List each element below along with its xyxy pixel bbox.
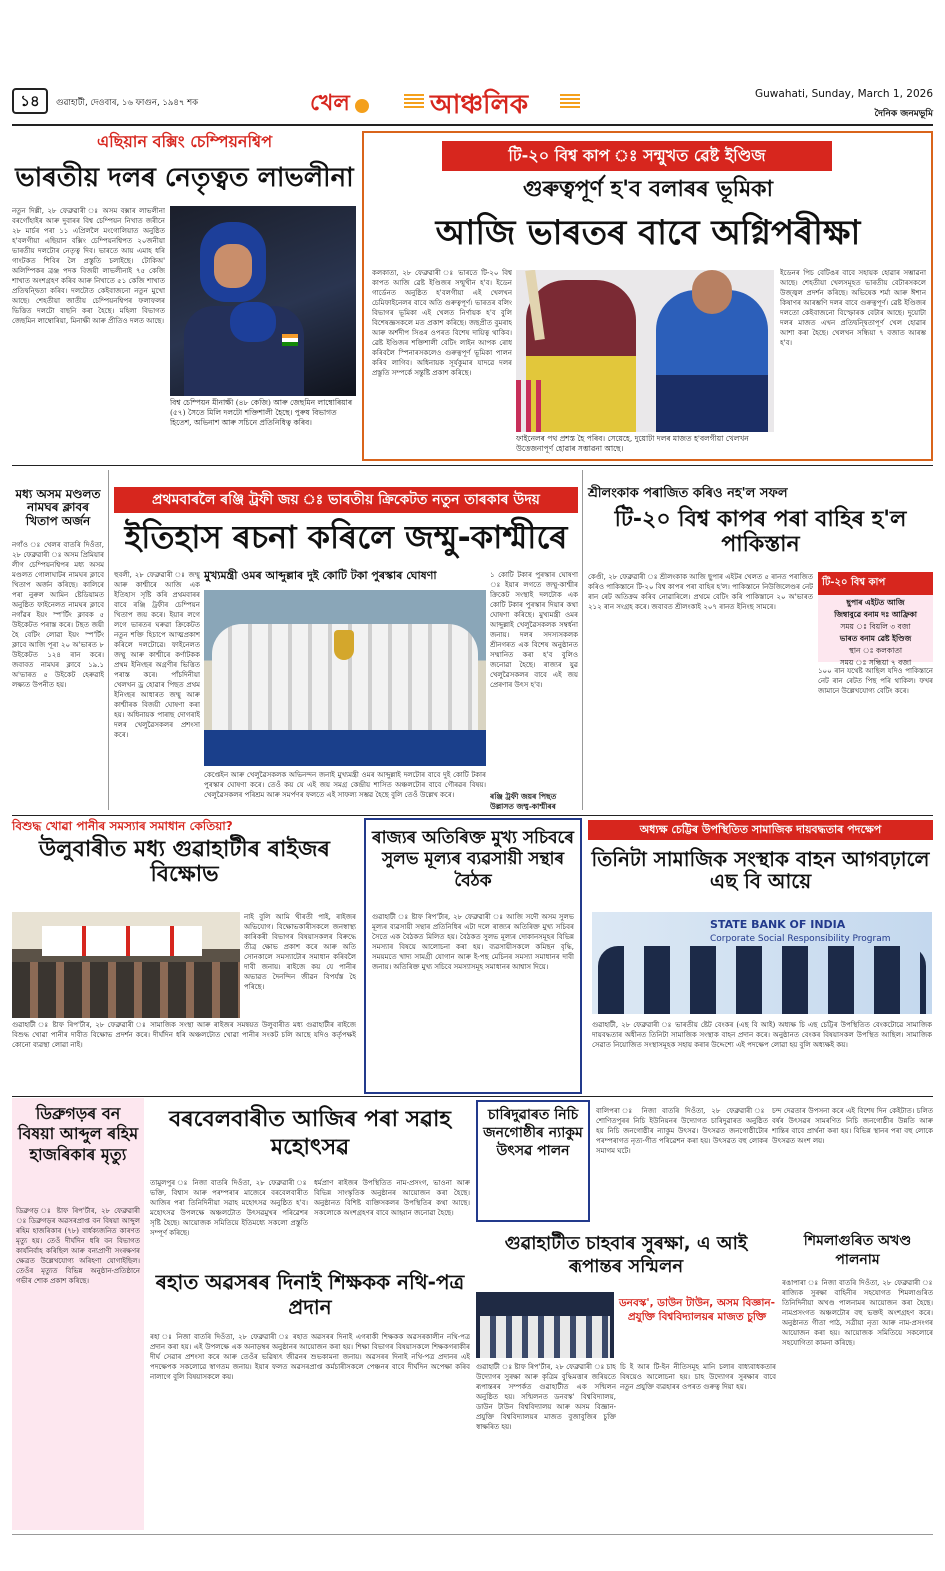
schedule-line-5: সময় ঃ সন্ধিয়া ৭ বজা bbox=[839, 658, 912, 667]
ranji-subhead: মুখ্যমন্ত্ৰী ওমৰ আব্দুল্লাৰ দুই কোটি টকা পুৰস্কাৰ ঘোষণা bbox=[204, 569, 437, 582]
schedule-line-1: জিম্বাবুৱে বনাম দঃ আফ্ৰিকা bbox=[834, 610, 917, 619]
date-assamese: গুৱাহাটী, দেওবাৰ, ১৬ ফাগুন, ১৯৪৭ শক bbox=[56, 98, 199, 108]
masthead-stripes-left bbox=[404, 94, 424, 108]
trophy-icon bbox=[334, 630, 354, 660]
schedule-line-2: সময় ঃ বিয়লি ৩ বজা bbox=[840, 622, 911, 631]
boxer-face bbox=[214, 244, 252, 288]
ranji-photo bbox=[204, 590, 486, 766]
shimla-body: ৰঙাপাৰা ঃ নিজা বাতৰি দিওঁতা, ২৮ ফেব্ৰুৱাৰী ঃ ৰাজ্যিক সুৰক্ষা বাহিনীৰ সহযোগত শিমলাগুৰিত তিনিদিনীয়া অখণ্ড পালনামৰ আয়োজন কৰা হৈছে। নামপ্ৰসংগত অঞ্চলটোৰ বহু ভক্তই অংশগ্ৰহণ কৰে। অনুষ্ঠানত গীতা পাঠ, সত্ৰীয়া নৃত্য আৰু নাম-প্ৰসংগৰ আয়োজন কৰা হয়। আয়োজক সমিতিয়ে সকলোৰে সহযোগিতা কামনা কৰিছে। bbox=[782, 1279, 933, 1347]
page-bottom-rule bbox=[12, 1534, 933, 1535]
pakistan-body: কেণ্ডী, ২৮ ফেব্ৰুৱাৰী ঃ শ্ৰীলংকাক আজি ছুপাৰ এইটৰ খেলত ৫ ৰানত পৰাজিত কৰিও পাকিস্তানে টি-২০ বিশ্ব কাপৰ পৰা বাহিৰ হ'ল। পাকিস্তানে নিউজিলেণ্ডৰ নেট ৰান ৰেট অতিক্ৰম কৰিব নোৱাৰিলে। প্ৰথমে বেটিং কৰি পাকিস্তানে ২০ অ'ভাৰত ২১২ ৰান সংগ্ৰহ কৰে। জবাবত শ্ৰীলংকাই ২০৭ ৰানত ইনিংছ সামৰে। bbox=[588, 573, 813, 611]
barbelbari-body-2: ধৰ্মপ্ৰাণ ৰাইজৰ উপস্থিতিত নাম-প্ৰসংগ, ভাওনা আৰু বিভিন্ন সাংস্কৃতিক অনুষ্ঠানৰ আয়োজন কৰা হৈছে। অনুষ্ঠানত বিশিষ্ট ব্যক্তিসকলৰ উপস্থিতিৰ কথা আছে। সকলোকে অংশগ্ৰহণৰ বাবে আহ্বান জনোৱা হৈছে। bbox=[314, 1179, 470, 1217]
date-english: Guwahati, Sunday, March 1, 2026 bbox=[755, 88, 933, 100]
schedule-line-4: স্থান ঃ কলকাতা bbox=[848, 646, 903, 655]
pakistan-kicker: শ্ৰীলংকাক পৰাজিত কৰিও নহ'ল সফল bbox=[588, 486, 788, 501]
boxing-caption: বিশ্ব চেম্পিয়ন মীনাক্ষী (৪৮ কেজি) আৰু জেছমিন লাম্বোৰিয়াৰ (৫৭) সৈতে মিলি দলটো শক্তিশালী হৈছে। পুৰুষ বিভাগত হিতেশ, অভিনাশ আৰু সচিনে প্ৰতিনিধিত্ব কৰিব। bbox=[170, 398, 353, 427]
ranji-kicker: প্ৰথমবাৰলৈ ৰঞ্জি ট্ৰফী জয় ঃ ভাৰতীয় ক্ৰিকেটত নতুন তাৰকাৰ উদয় bbox=[114, 487, 578, 513]
paper-name: দৈনিক জনমভূমি bbox=[874, 109, 933, 119]
protest-placards bbox=[42, 926, 202, 956]
stumps-icon bbox=[516, 380, 546, 432]
chief-secretary-headline: ৰাজ্যৰ অতিৰিক্ত মুখ্য সচিবৰে সুলভ মূল্যৰ ব্যৱসায়ী সন্থাৰ বৈঠক bbox=[372, 828, 574, 891]
water-headline: উলুবাৰীত মধ্য গুৱাহাটীৰ ৰাইজৰ বিক্ষোভ bbox=[39, 837, 330, 887]
sbi-banner-sub: Corporate Social Responsibility Program bbox=[710, 934, 891, 944]
sbi-photo bbox=[592, 912, 932, 1014]
boxing-body: নতুন দিল্লী, ২৮ ফেব্ৰুৱাৰী ঃ অসম বক্সাৰ লাভলীনা বৰগোঁহাইৰ আৰু দুবাৰৰ বিশ্ব চেম্পিয়ন নিখাত জৰীনে ২৮ মাৰ্চৰ পৰা ১১ এপ্ৰিললৈ মংগোলিয়াত অনুষ্ঠিত হ'বলগীয়া এছিয়ান বক্সিং চেম্পিয়নশ্বিপত ২০জনীয়া ভাৰতীয় দলটোৰ নেতৃত্ব দিব। ভাৰতে আয় এমাহ ধৰি গাংটকত শিবিৰ লৈ প্ৰস্তুতি চলাইছে। টোকিঅ' অলিম্পিকৰ ব্ৰঞ্জ পদক বিজয়ী লাভলীনাই ৭৫ কেজি শাখাত অংশগ্ৰহণ কৰিব আৰু নিখাতে ৫১ কেজি শাখাত প্ৰতিদ্বন্দ্বিতা কৰিব। দলটোত কেইবাজনো নতুন মুখো আছে। শেহতীয়া জাতীয় চেম্পিয়নশ্বিপৰ ফলাফলৰ ভিত্তিত দলটো বাছনি কৰা হৈছে। মহিলা বিভাগত জেছমিন লাম্বোৰিয়া, মিনাক্ষী আৰু প্ৰীতিও দলত আছে। bbox=[12, 207, 165, 325]
sbi-banner-text: STATE BANK OF INDIA bbox=[710, 918, 846, 931]
t20-india-kicker: টি-২০ বিশ্ব কাপ ঃ সন্মুখত ৱেষ্ট ইণ্ডিজ bbox=[442, 141, 832, 171]
t20-india-subhead: গুৰুত্বপূৰ্ণ হ'ব বলাৰৰ ভূমিকা bbox=[523, 177, 773, 202]
boxing-kicker: এছিয়ান বক্সিং চেম্পিয়নশ্বিপ bbox=[96, 132, 273, 151]
boxing-glove-icon bbox=[230, 302, 276, 342]
tea-body: গুৱাহাটী ঃ ষ্টাফ ৰিপ'ৰ্টাৰ, ২৮ ফেব্ৰুৱাৰী ঃ চাহ উদ্যোগৰ সুৰক্ষা আৰু কৃত্ৰিম বুদ্ধিমত্তাৰ জৰিয়তে ৰূপান্তৰৰ সম্পৰ্কত গুৱাহাটীত এক সন্মিলন অনুষ্ঠিত হয়। সন্মিলনত ডনবস্ক' বিশ্ববিদ্যালয়, ডাউন টাউন বিশ্ববিদ্যালয় আৰু অসম বিজ্ঞান-প্ৰযুক্তি বিশ্ববিদ্যালয়ৰ মাজত বুজাবুজিৰ চুক্তি স্বাক্ষৰিত হয়। bbox=[476, 1363, 616, 1431]
pakistan-schedule-box bbox=[818, 572, 933, 667]
retirement-headline: ৰহাত অৱসৰৰ দিনাই শিক্ষকক নথি-পত্ৰ প্ৰদান bbox=[155, 1270, 465, 1319]
chaiduar-body: বালিপৰা ঃ নিজা বাতৰি দিওঁতা, ২৮ ফেব্ৰুৱাৰী ঃ শোণিতপুৰৰ নিচি ইউনিয়নৰ উদ্যোগত চাৰিদুৱাৰত অনুষ্ঠিত হয় নিচি জনগোষ্ঠীৰ ন্যাকুম উৎসৱ। উৎসৱত জনগোষ্ঠীটোৰ পৰম্পৰাগত নৃত্য-গীত পৰিৱেশন কৰা হয়। উৎসৱত বহু লোকৰ সমাগম ঘটে। bbox=[596, 1107, 768, 1155]
shimla-headline: শিমলাগুৰিত অখণ্ড পালনাম bbox=[803, 1233, 912, 1268]
water-kicker: বিশুদ্ধ খোৱা পানীৰ সমস্যাৰ সমাধান কেতিয়া? bbox=[12, 819, 233, 833]
t20-india-body-right: ইডেনৰ পিচ বেটিঙৰ বাবে সহায়ক হোৱাৰ সম্ভাৱনা আছে। শেহতীয়া খেলসমূহত ভাৰতীয় বেটাৰসকলে উজ্জ্বল প্ৰদৰ্শন কৰিছে। অভিষেক শৰ্মা আৰু ঈশান কিষাণৰ আৰম্ভণি দলৰ বাবে গুৰুত্বপূৰ্ণ। ৱেষ্ট ইণ্ডিজৰ দলতো কেইবাজনো বিস্ফোৰক বেটাৰ আছে। দুয়োটা দলৰ মাজত এখন প্ৰতিদ্বন্দ্বিতাপূৰ্ণ খেল হোৱাৰ আশা কৰা হৈছে। খেলখন সন্ধিয়া ৭ বজাত আৰম্ভ হ'ব। bbox=[780, 269, 926, 347]
t20-india-headline: আজি ভাৰতৰ বাবে অগ্নিপৰীক্ষা bbox=[435, 213, 861, 253]
t20-india-photo bbox=[516, 270, 774, 432]
section-title: আঞ্চলিক bbox=[430, 90, 529, 120]
tea-headline: গুৱাহাটীত চাহবাৰ সুৰক্ষা, এ আই ৰূপান্তৰ সন্মিলন bbox=[504, 1233, 748, 1278]
masthead-logo bbox=[310, 86, 402, 116]
sbi-headline: তিনিটা সামাজিক সংস্থাক বাহন আগবঢ়ালে এছ বি আয়ে bbox=[591, 847, 930, 894]
t20-india-body-left: কলকাতা, ২৮ ফেব্ৰুৱাৰী ঃ ভাৰতে টি-২০ বিশ্ব কাপত আজি ৱেষ্ট ইণ্ডিজৰ সন্মুখীন হ'ব। ইডেন গাৰ্ডেনত অনুষ্ঠিত হ'বলগীয়া এই খেলখন চেমিফাইনেলৰ বাবে অতি গুৰুত্বপূৰ্ণ। ভাৰতৰ বলিং বিভাগৰ ভূমিকা এই খেলত নিৰ্ণায়ক হ'ব বুলি বিশেষজ্ঞসকলে মত প্ৰকাশ কৰিছে। জছপ্ৰীত বুমৰাহ আৰু অৰ্শদীপ সিঙৰ ওপৰত বিশেষ দায়িত্ব থাকিব। ৱেষ্ট ইণ্ডিজৰ শক্তিশালী বেটিং লাইন আপক ৰোধ কৰিবলৈ স্পিনাৰসকলেও গুৰুত্বপূৰ্ণ ভূমিকা পালন কৰিব লাগিব। অধিনায়ক সূৰ্যকুমাৰ যাদৱে দলৰ প্ৰস্তুতি সম্পৰ্কে সন্তুষ্টি প্ৰকাশ কৰিছে। bbox=[372, 269, 512, 377]
pakistan-body-2: ১০০ ৰান যথেষ্ট আছিল যদিও পাকিস্তানে নেট ৰান ৰেটত পিছ পৰি থাকিল। ফখৰ জামানে উল্লেখযোগ্য বেটিং কৰে। bbox=[818, 667, 933, 695]
schedule-title: টি-২০ বিশ্ব কাপ bbox=[818, 572, 933, 595]
ball-icon bbox=[355, 99, 369, 113]
water-photo bbox=[12, 912, 240, 1018]
schedule-heading: ছুপাৰ এইটত আজি bbox=[846, 598, 905, 607]
boxing-photo bbox=[170, 206, 356, 396]
tea-photo bbox=[476, 1292, 614, 1358]
forest-obit-body: ডিব্ৰুগড় ঃ ষ্টাফ ৰিপ'ৰ্টাৰ, ২৮ ফেব্ৰুৱাৰী ঃ ডিব্ৰুগড়ৰ অৱসৰপ্ৰাপ্ত বন বিষয়া আব্দুল ৰহিম হাজৰিকাৰ (৭৮) বাৰ্ধক্যজনিত কাৰণত মৃত্যু হয়। তেওঁ দীৰ্ঘদিন ধৰি বন বিভাগত কাৰ্যনিৰ্বাহ কৰিছিল আৰু বন্যপ্ৰাণী সংৰক্ষণৰ ক্ষেত্ৰত উল্লেখযোগ্য অৰিহণা যোগাইছিল। তেওঁৰ মৃত্যুত বিভিন্ন অনুষ্ঠান-প্ৰতিষ্ঠানে গভীৰ শোক প্ৰকাশ কৰিছে। bbox=[16, 1207, 140, 1285]
boxing-headline: ভাৰতীয় দলৰ নেতৃত্বত লাভলীনা bbox=[15, 163, 354, 193]
water-body: গুৱাহাটী ঃ ষ্টাফ ৰিপ'ৰ্টাৰ, ২৮ ফেব্ৰুৱাৰী ঃ সামাজিক সংস্থা আৰু ৰাইজৰ সমন্বয়ত উলুবাৰীত মধ্য গুৱাহাটীৰ ৰাইজে বিশুদ্ধ খোৱা পানীৰ দাবীত বিক্ষোভ প্ৰদৰ্শন কৰে। দীৰ্ঘদিন ধৰি অঞ্চলটোত খোৱা পানীৰ সংকট চলি আছে যদিও কৰ্তৃপক্ষই কোনো ব্যৱস্থা লোৱা নাই। bbox=[12, 1021, 356, 1049]
ranji-body-left: হুবলী, ২৮ ফেব্ৰুৱাৰী ঃ জম্মু আৰু কাশ্মীৰে আজি এক ইতিহাস সৃষ্টি কৰি প্ৰথমবাৰৰ বাবে ৰঞ্জি ট্ৰফীৰ চেম্পিয়ন খিতাপ জয় কৰে। ইয়াৰ লগে লগে ভাৰতৰ ঘৰুৱা ক্ৰিকেটত নতুন শক্তি হিচাপে আত্মপ্ৰকাশ কৰিলে দলটোৱে। ফাইনেলত জম্মু আৰু কাশ্মীৰে কৰ্ণাটকক প্ৰথম ইনিংছৰ অগ্ৰণীৰ ভিত্তিত পৰাস্ত কৰে। পাঁচদিনীয়া খেলখন ড্ৰ হোৱাৰ পিছত প্ৰথম ইনিংছৰ আধাৰত জম্মু আৰু কাশ্মীৰক বিজয়ী ঘোষণা কৰা হয়। অধিনায়ক পাৰাছ দোগৰাই দলৰ খেলুৱৈসকলৰ প্ৰশংসা কৰে। bbox=[114, 571, 200, 739]
divider-1 bbox=[12, 465, 933, 466]
sponsor-board bbox=[204, 730, 486, 766]
ranji-caption: ৰঞ্জি ট্ৰফী জয়ৰ পিছত উল্লাসত জম্মু-কাশ্মীৰৰ bbox=[490, 792, 557, 810]
retirement-body: ৰহা ঃ নিজা বাতৰি দিওঁতা, ২৮ ফেব্ৰুৱাৰী ঃ ৰহাত অৱসৰৰ দিনাই এগৰাকী শিক্ষকক অৱসৰকালীন নথি-পত্ৰ প্ৰদান কৰা হয়। এই উপলক্ষে এক অনাড়ম্বৰ অনুষ্ঠানৰ আয়োজন কৰা হয়। শিক্ষা বিভাগৰ বিষয়াসকলে শিক্ষকগৰাকীৰ দীৰ্ঘ সেৱাৰ প্ৰশংসা কৰে আৰু তেওঁৰ ভৱিষ্যৎ জীৱনৰ শুভকামনা জনায়। অৱসৰৰ দিনাই নথি-পত্ৰ প্ৰদানৰ এই পদক্ষেপক সকলোৱে স্বাগতম জনায়। ইয়াৰ ফলত অৱসৰপ্ৰাপ্ত কৰ্মচাৰীসকলে পেঞ্চনৰ বাবে দীৰ্ঘদিন অপেক্ষা কৰিব নালাগে বুলি বিষয়াসকলে কয়। bbox=[150, 1333, 470, 1381]
tea-body-2: চি ই আৰ টি-ইন নীতিসমূহ মানি চলাৰ বাধ্যবাধকতাৰ বিষয়েও আলোচনা হয়। চাহ উদ্যোগৰ সুৰক্ষাৰ বাবে নতুন প্ৰযুক্তি ব্যৱহাৰৰ ওপৰত গুৰুত্ব দিয়া হয়। bbox=[620, 1363, 776, 1391]
divider-2 bbox=[12, 815, 933, 816]
schedule-line-3: ভাৰত বনাম ৱেষ্ট ইণ্ডিজ bbox=[839, 634, 912, 643]
vdivider-right bbox=[582, 470, 583, 810]
sbi-body: গুৱাহাটী, ২৮ ফেব্ৰুৱাৰী ঃ ভাৰতীয় ষ্টেট বেংকৰ (এছ বি আই) অধ্যক্ষ চি এছ চেট্টিৰ উপস্থিতিত বেংকটোৱে সামাজিক দায়বদ্ধতাৰ অধীনত তিনিটা সামাজিক সংস্থাক বাহন প্ৰদান কৰে। অনুষ্ঠানত বেংকৰ বিষয়াসকল উপস্থিত আছিল। সামাজিক সেৱাত নিয়োজিত সংস্থাসমূহক সহায় কৰাৰ উদ্দেশ্যে এই পদক্ষেপ লোৱা হয় বুলি অধ্যক্ষই কয়। bbox=[592, 1021, 932, 1049]
conference-attendees bbox=[480, 1316, 610, 1358]
flag-badge bbox=[282, 334, 298, 346]
protestors bbox=[12, 962, 240, 1018]
chief-secretary-body: গুৱাহাটী ঃ ষ্টাফ ৰিপ'ৰ্টাৰ, ২৮ ফেব্ৰুৱাৰী ঃ আজি সদৌ অসম সুলভ মূল্যৰ ব্যৱসায়ী সন্থাৰ প্ৰতিনিধিৰ এটা দলে ৰাজ্যৰ অতিৰিক্ত মুখ্য সচিবৰ সৈতে এক বৈঠকত মিলিত হয়। বৈঠকত সুলভ মূল্যৰ দোকানসমূহৰ বিভিন্ন সমস্যাৰ বিষয়ে আলোচনা কৰা হয়। ব্যৱসায়ীসকলে কমিছন বৃদ্ধি, সময়মতে খাদ্য সামগ্ৰী যোগান আৰু ই-পছ মেচিনৰ সমস্যা সমাধানৰ দাবী জনায়। অতিৰিক্ত মুখ্য সচিবে সমস্যাসমূহ সমাধানৰ আশ্বাস দিয়ে। bbox=[372, 913, 574, 971]
ranji-body-mid: কেপ্তেইন আৰু খেলুৱৈসকলক অভিনন্দন জনাই মুখ্যমন্ত্ৰী ওমৰ আব্দুল্লাই দলটোৰ বাবে দুই কোটি টকাৰ পুৰস্কাৰ ঘোষণা কৰে। তেওঁ কয় যে এই জয় সমগ্ৰ কেন্দ্ৰীয় শাসিত অঞ্চলটোৰ বাবে গৌৰৱৰ বিষয়। খেলুৱৈসকলৰ পৰিশ্ৰম আৰু সমৰ্পণৰ ফলতে এই সাফল্য সম্ভৱ হৈছে বুলি তেওঁ উল্লেখ কৰে। bbox=[204, 771, 486, 799]
masthead-rule bbox=[12, 124, 933, 126]
vdivider-left bbox=[108, 470, 109, 810]
water-body-2: নাই বুলি আমি খীৰতী পাই, ৰাইজৰ অভিযোগ। বিক্ষোভকাৰীসকলে জনস্বাস্থ্য কাৰিকৰী বিভাগৰ বিষয়াসকলৰ বিৰুদ্ধে তীব্ৰ ক্ষোভ প্ৰকাশ কৰে আৰু অতি সোনকালে সমস্যাটোৰ সমাধান কৰিবলৈ দাবী জনায়। ৰাইজে কয় যে পানীৰ অভাৱত দৈনন্দিন জীৱন বিপৰ্যস্ত হৈ পৰিছে। bbox=[244, 913, 356, 991]
india-player-head bbox=[692, 270, 732, 314]
pakistan-headline: টি-২০ বিশ্ব কাপৰ পৰা বাহিৰ হ'ল পাকিস্তান bbox=[614, 507, 907, 557]
assam-league-body: নগাঁও ঃ খেলৰ বাতৰি দিওঁতা, ২৮ ফেব্ৰুৱাৰী ঃ অসম প্ৰিমিয়াৰ লীগ চেম্পিয়নশ্বিপৰ মধ্য অসম মণ্ডলত গোলাঘাটৰ নামঘৰ ক্লাবে খিতাপ অৰ্জন কৰিছে। কালিৰে পৰা নুৰুল আমিন ষ্টেডিয়ামত অনুষ্ঠিত ফাইনেলত নামঘৰ ক্লাবে নগাঁৱৰ ইয়ং স্প'ৰ্টিং ক্লাবক ৫ উইকেটত পৰাস্ত কৰে। টছত জয়ী হৈ বেটিং লোৱা ইয়ং স্প'ৰ্টিং ক্লাবে আজি পূৰা ২০ অ'ভাৰত ৮ উইকেটত ১২৪ ৰান কৰে। জবাবত নামঘৰ ক্লাবে ১৯.১ অ'ভাৰত ৫ উইকেট হেৰুৱাই লক্ষ্যত উপনীত হয়। bbox=[12, 541, 104, 689]
tea-subhead: ডনবস্ক', ডাউন টাউন, অসম বিজ্ঞান-প্ৰযুক্তি বিশ্ববিদ্যালয়ৰ মাজত চুক্তি bbox=[618, 1297, 776, 1324]
assam-league-headline: মধ্য অসম মণ্ডলত নামঘৰ ক্লাবৰ খিতাপ অৰ্জন bbox=[15, 487, 101, 528]
sbi-kicker: অধ্যক্ষ চেট্টিৰ উপস্থিতিত সামাজিক দায়বদ্ধতাৰ পদক্ষেপ bbox=[588, 820, 933, 840]
barbelbari-body: তামুলপুৰ ঃ নিজা বাতৰি দিওঁতা, ২৮ ফেব্ৰুৱাৰী ঃ ভক্তি, বিশ্বাস আৰু পৰম্পৰাৰ মাজেৰে বৰবেলবাৰীত আজিৰ পৰা তিনিদিনীয়া সৱাহ মহোৎসৱ অনুষ্ঠিত হ'ব। মহোৎসৱ উপলক্ষে অঞ্চলটোত উৎসৱমুখৰ পৰিৱেশৰ সৃষ্টি হৈছে। আয়োজক সমিতিয়ে ইতিমধ্যে সকলো প্ৰস্তুতি সম্পূৰ্ণ কৰিছে। bbox=[150, 1179, 308, 1237]
masthead bbox=[12, 86, 933, 122]
masthead-stripes-right bbox=[560, 94, 580, 108]
forest-obit-headline: ডিব্ৰুগড়ৰ বন বিষয়া আব্দুল ৰহিম হাজৰিকাৰ মৃত্যু bbox=[17, 1104, 139, 1164]
sbi-officials bbox=[598, 946, 926, 1014]
ranji-body-right: ১ কোটি টকাৰ পুৰস্কাৰ ঘোষণা ঃ ইয়াৰ লগতে জম্মু-কাশ্মীৰ ক্ৰিকেট সংস্থাই দলটোক এক কোটি টকাৰ পুৰস্কাৰ দিয়াৰ কথা ঘোষণা কৰিছে। মুখ্যমন্ত্ৰী ওমৰ আব্দুল্লাই খেলুৱৈসকলক সম্বৰ্ধনা জনায়। দলৰ সদস্যসকলক শ্ৰীনগৰত এক বিশেষ অনুষ্ঠানত সম্মানিত কৰা হ'ব বুলিও জনোৱা হৈছে। ৰাজ্যৰ যুৱ খেলুৱৈসকলৰ বাবে এই জয় প্ৰেৰণাৰ উৎস হ'ব। bbox=[490, 571, 578, 689]
t20-india-caption: ফাইনেলৰ পথ প্ৰশস্ত হৈ পৰিব। সেয়েহে, দুয়োটা দলৰ মাজত হ'বলগীয়া খেলখন উত্তেজনাপূৰ্ণ হোৱাৰ সম্ভাৱনা আছে। bbox=[516, 434, 749, 453]
logo-text: খেল bbox=[310, 90, 350, 116]
chaiduar-headline: চাৰিদুৱাৰত নিচি জনগোষ্ঠীৰ ন্যাকুম উৎসৱ পালন bbox=[483, 1107, 583, 1160]
barbelbari-headline: বৰবেলবাৰীত আজিৰ পৰা সৱাহ মহোৎসৱ bbox=[169, 1107, 451, 1160]
chaiduar-body-2: চন্দ দেৱতাৰ উপসনা কৰে এই বিশেষ দিন কেইটাত। চলিত বৰ্ষৰ উৎসৱৰ সামৰণিত নিচি জনগোষ্ঠীৰ উন্নতি আৰু শান্তিৰ বাবে প্ৰাৰ্থনা কৰা হয়। বিভিন্ন স্থানৰ পৰা বহু লোকে উৎসৱত অংশ লয়। bbox=[772, 1107, 933, 1145]
divider-3 bbox=[12, 1096, 933, 1097]
page-number: ১৪ bbox=[12, 88, 48, 114]
ranji-headline: ইতিহাস ৰচনা কৰিলে জম্মু-কাশ্মীৰে bbox=[124, 518, 568, 556]
